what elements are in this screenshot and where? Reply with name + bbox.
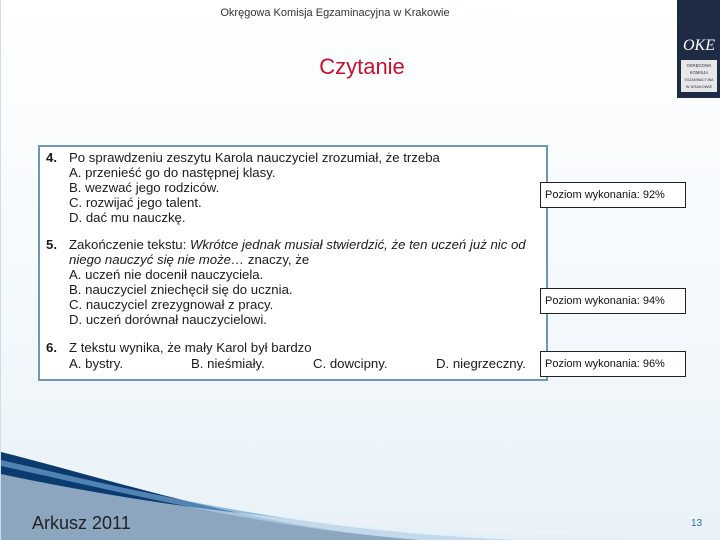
stem-prefix: Zakończenie tekstu: [69, 237, 190, 252]
question-stem-continued [69, 252, 309, 267]
answer-option: B. nauczyciel zniechęcił się do ucznia. [69, 282, 293, 297]
logo-mark: OKE [683, 37, 715, 54]
question-number: 6. [46, 340, 57, 355]
question-stem [69, 237, 526, 252]
questions-box [38, 145, 548, 381]
footer-label: Arkusz 2011 [32, 513, 131, 533]
answer-option: D. uczeń dorównał nauczycielowi. [69, 312, 267, 327]
answer-option: B. nieśmiały. [191, 356, 265, 371]
logo-line: W KRAKOWIE [685, 84, 713, 89]
answer-option: A. przenieść go do następnej klasy. [69, 165, 276, 180]
answer-option: C. nauczyciel zrezygnował z pracy. [69, 297, 274, 312]
answer-option: A. bystry. [69, 356, 123, 371]
question-number: 4. [46, 150, 57, 165]
answer-option: A. uczeń nie docenił nauczyciela. [69, 267, 264, 282]
question-number: 5. [46, 237, 57, 252]
stem-quote: niego nauczyć się nie może… [69, 252, 245, 267]
answer-option: C. dowcipny. [313, 356, 388, 371]
question-stem: Po sprawdzeniu zeszytu Karola nauczyciel zrozumiał, że trzeba [69, 150, 440, 165]
result-badge: Poziom wykonania: 96% [540, 351, 686, 377]
result-badge: Poziom wykonania: 92% [540, 182, 686, 208]
answer-option: D. niegrzeczny. [436, 356, 526, 371]
logo-line: EGZAMINACYJNA [684, 78, 714, 82]
institution-header: Okręgowa Komisja Egzaminacyjna w Krakowie [220, 7, 450, 19]
logo-line: KOMISJA [689, 70, 709, 75]
answer-option: B. wezwać jego rodziców. [69, 180, 220, 195]
stem-suffix: znaczy, że [244, 252, 310, 267]
oke-logo-icon [677, 0, 720, 98]
result-badge: Poziom wykonania: 94% [540, 288, 686, 314]
answer-option: C. rozwijać jego talent. [69, 195, 202, 210]
question-stem: Z tekstu wynika, że mały Karol był bardzo [69, 340, 312, 355]
page-number: 13 [691, 518, 703, 529]
answer-option: D. dać mu nauczkę. [69, 210, 186, 225]
slide-title: Czytanie [319, 54, 405, 79]
logo-line: OKRĘGOWA [686, 63, 712, 68]
stem-quote: Wkrótce jednak musiał stwierdzić, że ten uczeń już nic od [189, 237, 526, 252]
